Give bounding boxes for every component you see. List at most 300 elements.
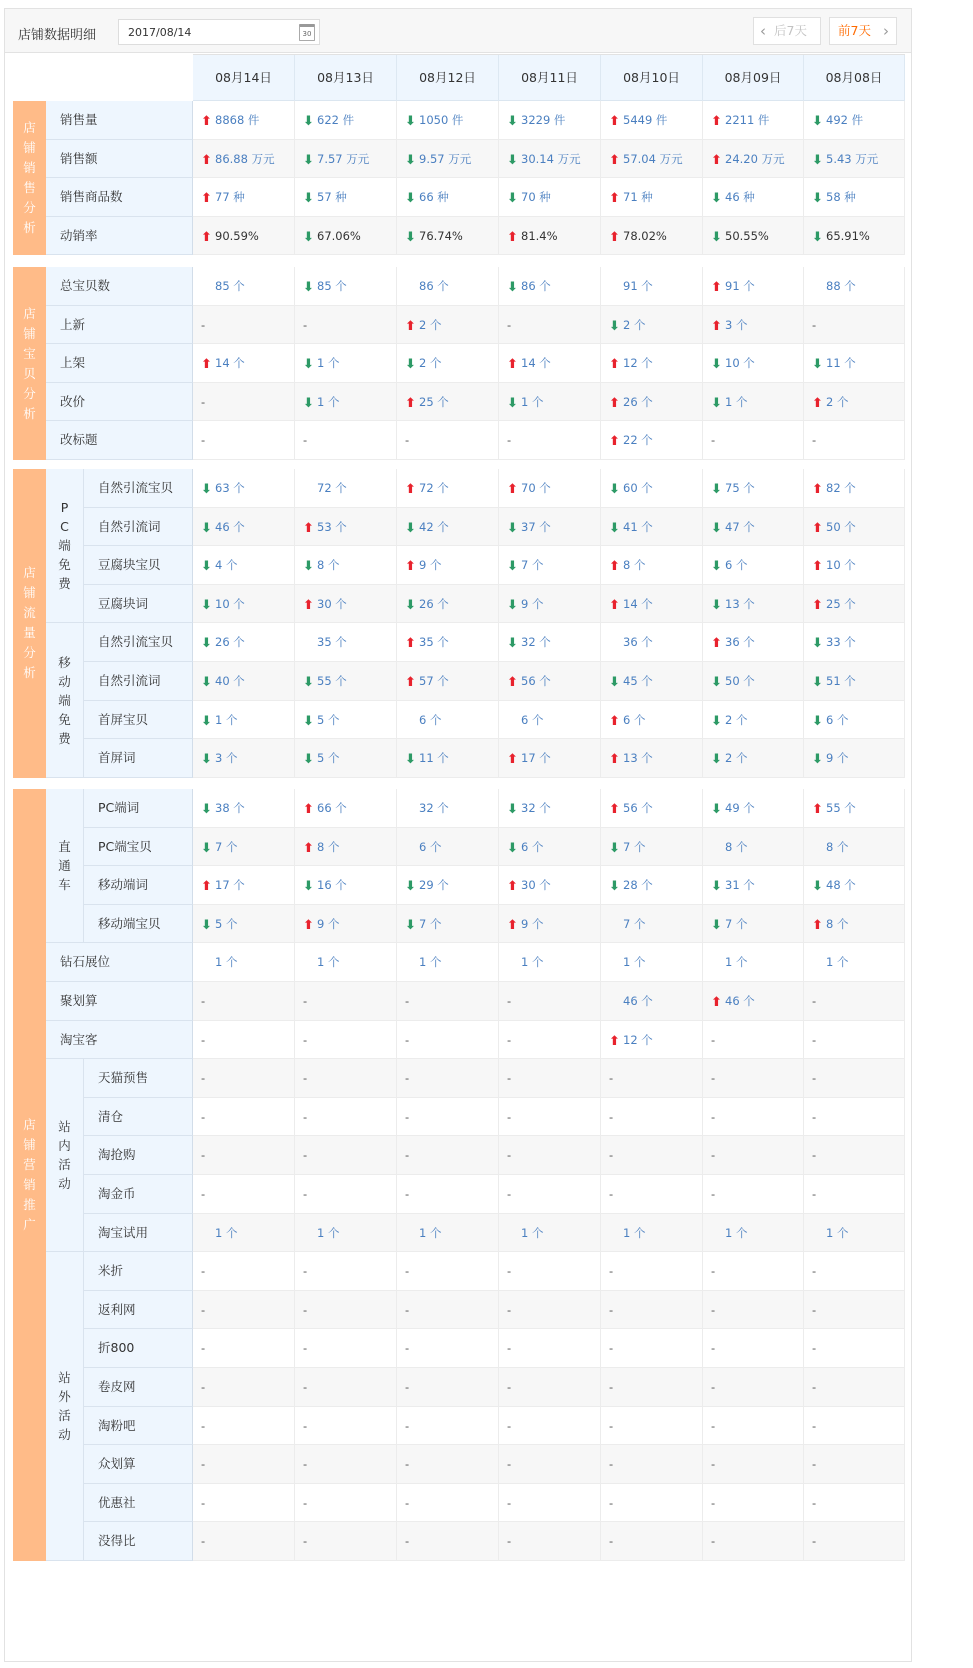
table-cell	[193, 217, 295, 256]
row-label: PC端宝贝	[84, 828, 193, 867]
table-cell	[397, 546, 499, 585]
arrow-down-icon: ⬇	[201, 752, 212, 768]
table-cell	[804, 1098, 905, 1137]
cell-value: 49 个	[725, 801, 755, 815]
cell-value: -	[711, 1418, 716, 1433]
cell-value: 11 个	[419, 751, 449, 766]
cell-value: 30.14 万元	[521, 151, 581, 166]
cell-value: -	[711, 1109, 716, 1124]
cell-value: -	[201, 1534, 206, 1549]
table-cell	[804, 1445, 905, 1484]
row-label: 淘宝客	[46, 1021, 193, 1060]
table-cell	[499, 1136, 601, 1175]
row-label: 淘宝试用	[84, 1214, 193, 1253]
cell-value: 1 个	[826, 1225, 849, 1240]
cell-value: -	[507, 1264, 512, 1279]
table-cell	[397, 662, 499, 701]
arrow-down-icon: ⬇	[405, 752, 416, 768]
table-cell	[703, 1291, 804, 1330]
date-column-header: 08月10日	[601, 55, 703, 102]
cell-value: -	[711, 1495, 716, 1510]
cell-value: 24.20 万元	[725, 151, 785, 166]
arrow-down-icon: ⬇	[201, 559, 212, 575]
cell-value: 38 个	[215, 801, 245, 815]
table-cell	[499, 662, 601, 701]
table-cell	[804, 943, 905, 982]
cell-value: 10 个	[826, 558, 856, 573]
arrow-up-icon: ⬆	[201, 229, 212, 245]
cell-value: -	[711, 1341, 716, 1356]
table-cell	[804, 739, 905, 778]
row-label: 动销率	[46, 217, 193, 256]
cell-value: 32 个	[521, 801, 551, 815]
table-cell	[601, 1522, 703, 1561]
cell-value: -	[405, 1302, 410, 1317]
table-cell	[804, 1059, 905, 1098]
arrow-down-icon: ⬇	[201, 713, 212, 729]
cell-value: 86 个	[419, 279, 449, 293]
cell-value: 70 个	[521, 481, 551, 495]
table-cell	[193, 623, 295, 662]
table-cell	[601, 701, 703, 740]
table-cell	[804, 508, 905, 547]
table-cell	[397, 508, 499, 547]
table-cell	[193, 140, 295, 179]
cell-value: 13 个	[623, 751, 653, 766]
cell-value: -	[405, 994, 410, 1008]
row-label: 销售商品数	[46, 178, 193, 217]
previous-7-days-button[interactable]	[829, 17, 897, 45]
cell-value: 72 个	[317, 481, 347, 495]
cell-value: 66 种	[419, 190, 449, 205]
cell-value: -	[507, 1302, 512, 1317]
table-cell	[703, 344, 804, 383]
table-cell	[193, 701, 295, 740]
cell-value: 8 个	[317, 558, 340, 573]
table-cell	[804, 267, 905, 306]
cell-value: 5449 件	[623, 113, 668, 127]
table-cell	[397, 789, 499, 828]
row-label: 自然引流宝贝	[84, 469, 193, 508]
cell-value: 53 个	[317, 519, 347, 534]
table-cell	[804, 1407, 905, 1446]
cell-value: -	[201, 1032, 206, 1047]
table-cell	[397, 267, 499, 306]
arrow-up-icon: ⬆	[812, 559, 823, 575]
table-cell	[703, 1021, 804, 1060]
cell-value: 56 个	[521, 674, 551, 688]
table-cell	[703, 508, 804, 547]
cell-value: 26 个	[215, 635, 245, 650]
cell-value: -	[303, 317, 308, 332]
table-cell	[295, 306, 397, 345]
cell-value: 50 个	[725, 674, 755, 688]
cell-value: -	[609, 1071, 614, 1086]
table-cell	[703, 546, 804, 585]
cell-value: 55 个	[826, 801, 856, 815]
table-cell	[397, 905, 499, 944]
table-cell	[703, 739, 804, 778]
table-cell	[295, 866, 397, 905]
table-cell	[499, 421, 601, 460]
arrow-up-icon: ⬆	[405, 675, 416, 690]
table-cell	[193, 469, 295, 508]
arrow-down-icon: ⬇	[405, 357, 416, 373]
cell-value: -	[507, 1148, 512, 1163]
arrow-down-icon: ⬇	[711, 597, 722, 613]
cell-value: 6 个	[521, 839, 544, 854]
table-cell	[601, 140, 703, 179]
table-cell	[295, 1445, 397, 1484]
cell-value: -	[507, 1032, 512, 1047]
table-cell	[601, 739, 703, 778]
table-cell	[193, 1368, 295, 1407]
arrow-down-icon: ⬇	[507, 114, 518, 129]
table-cell	[703, 1522, 804, 1561]
row-label: 总宝贝数	[46, 267, 193, 306]
table-cell	[295, 1059, 397, 1098]
arrow-down-icon: ⬇	[812, 152, 823, 168]
table-cell	[295, 1291, 397, 1330]
cell-value: 1 个	[317, 394, 340, 409]
table-cell	[397, 1214, 499, 1253]
table-cell	[193, 828, 295, 867]
arrow-down-icon: ⬇	[711, 520, 722, 536]
table-cell	[804, 1522, 905, 1561]
arrow-up-icon: ⬆	[711, 995, 722, 1010]
page-title: 店铺数据明细	[18, 28, 97, 43]
table-cell	[499, 1252, 601, 1291]
cell-value: 2 个	[419, 317, 442, 332]
category-text: 店铺流量分析	[23, 565, 36, 681]
table-cell	[193, 739, 295, 778]
arrow-up-icon: ⬆	[303, 520, 314, 536]
cell-value: -	[405, 1109, 410, 1124]
table-cell	[193, 1407, 295, 1446]
cell-value: -	[812, 433, 817, 448]
cell-value: 8 个	[826, 839, 849, 854]
arrow-down-icon: ⬇	[303, 559, 314, 575]
arrow-up-icon: ⬆	[812, 802, 823, 817]
table-cell	[397, 140, 499, 179]
table-cell	[295, 1098, 397, 1137]
cell-value: 7 个	[215, 839, 238, 854]
table-cell	[601, 1021, 703, 1060]
table-cell	[499, 508, 601, 547]
date-column-header: 08月14日	[193, 55, 295, 102]
next-label: 前7天	[838, 23, 871, 38]
arrow-down-icon: ⬇	[201, 840, 212, 856]
cell-value: 7 个	[521, 558, 544, 573]
arrow-down-icon: ⬇	[405, 597, 416, 613]
cell-value: 1 个	[317, 1225, 340, 1240]
cell-value: -	[303, 1148, 308, 1163]
arrow-down-icon: ⬇	[405, 229, 416, 245]
cell-value: -	[812, 1264, 817, 1279]
arrow-down-icon: ⬇	[303, 879, 314, 895]
cell-value: -	[812, 1187, 817, 1201]
cell-value: -	[405, 1032, 410, 1047]
cell-value: 6 个	[826, 712, 849, 727]
table-cell	[499, 306, 601, 345]
cell-value: 78.02%	[623, 228, 667, 243]
row-label: 上架	[46, 344, 193, 383]
calendar-icon[interactable]	[299, 24, 315, 41]
cell-value: -	[303, 1495, 308, 1510]
arrow-up-icon: ⬆	[303, 840, 314, 856]
table-cell	[703, 421, 804, 460]
cell-value: -	[201, 1148, 206, 1163]
arrow-down-icon: ⬇	[711, 675, 722, 690]
arrow-up-icon: ⬆	[507, 229, 518, 245]
cell-value: -	[609, 1302, 614, 1317]
table-cell	[703, 383, 804, 422]
arrow-up-icon: ⬆	[711, 152, 722, 168]
arrow-up-icon: ⬆	[609, 1033, 620, 1049]
cell-value: -	[303, 1109, 308, 1124]
cell-value: 91 个	[623, 279, 653, 293]
category-label	[13, 101, 46, 255]
cell-value: 6 个	[419, 839, 442, 854]
table-cell	[193, 344, 295, 383]
arrow-down-icon: ⬇	[405, 152, 416, 168]
table-cell	[804, 789, 905, 828]
table-cell	[295, 1329, 397, 1368]
cell-value: 55 个	[317, 674, 347, 688]
table-cell	[499, 1329, 601, 1368]
row-label: 销售量	[46, 101, 193, 140]
arrow-down-icon: ⬇	[201, 597, 212, 613]
table-cell	[295, 178, 397, 217]
cell-value: -	[609, 1187, 614, 1201]
cell-value: 7 个	[623, 916, 646, 931]
table-cell	[804, 828, 905, 867]
cell-value: -	[609, 1148, 614, 1163]
cell-value: 86 个	[521, 279, 551, 293]
cell-value: -	[812, 1032, 817, 1047]
arrow-down-icon: ⬇	[812, 636, 823, 652]
table-cell	[804, 701, 905, 740]
arrow-down-icon: ⬇	[405, 917, 416, 933]
arrow-down-icon: ⬇	[303, 675, 314, 690]
table-cell	[601, 421, 703, 460]
cell-value: -	[609, 1109, 614, 1124]
date-picker[interactable]	[118, 19, 320, 45]
row-label: 销售额	[46, 140, 193, 179]
cell-value: 9 个	[419, 558, 442, 573]
table-cell	[397, 217, 499, 256]
arrow-up-icon: ⬆	[201, 114, 212, 129]
cell-value: 1 个	[317, 356, 340, 371]
cell-value: 3 个	[215, 751, 238, 766]
cell-value: 7 个	[419, 916, 442, 931]
cell-value: 66 个	[317, 801, 347, 815]
table-cell	[397, 866, 499, 905]
arrow-up-icon: ⬆	[405, 636, 416, 652]
cell-value: 12 个	[623, 1032, 653, 1047]
table-cell	[601, 546, 703, 585]
table-cell	[703, 623, 804, 662]
calendar-day: 30	[302, 30, 312, 38]
arrow-up-icon: ⬆	[507, 482, 518, 497]
cell-value: 1 个	[725, 394, 748, 409]
arrow-down-icon: ⬇	[507, 840, 518, 856]
table-cell	[397, 623, 499, 662]
table-cell	[397, 585, 499, 624]
table-cell	[601, 828, 703, 867]
subgroup-label	[46, 1059, 84, 1252]
table-cell	[703, 217, 804, 256]
table-cell	[703, 1059, 804, 1098]
cell-value: 8 个	[826, 916, 849, 931]
table-cell	[804, 140, 905, 179]
cell-value: 14 个	[215, 356, 245, 371]
table-cell	[499, 585, 601, 624]
arrow-down-icon: ⬇	[812, 675, 823, 690]
table-cell	[193, 421, 295, 460]
cell-value: 67.06%	[317, 228, 361, 243]
subgroup-label	[46, 469, 84, 623]
table-cell	[397, 1445, 499, 1484]
cell-value: 4 个	[215, 558, 238, 573]
table-cell	[193, 585, 295, 624]
arrow-down-icon: ⬇	[609, 318, 620, 334]
table-cell	[397, 1484, 499, 1523]
table-cell	[601, 217, 703, 256]
cell-value: 1 个	[215, 712, 238, 727]
table-cell	[499, 1522, 601, 1561]
cell-value: -	[711, 1534, 716, 1549]
cell-value: 17 个	[215, 878, 245, 893]
cell-value: 16 个	[317, 878, 347, 893]
cell-value: -	[507, 1534, 512, 1549]
cell-value: -	[812, 1534, 817, 1549]
arrow-down-icon: ⬇	[711, 802, 722, 817]
cell-value: -	[201, 1341, 206, 1356]
table-cell	[397, 469, 499, 508]
next-7-days-button[interactable]	[753, 17, 821, 45]
table-cell	[397, 701, 499, 740]
table-cell	[601, 1252, 703, 1291]
cell-value: 75 个	[725, 481, 755, 495]
cell-value: -	[303, 1071, 308, 1086]
table-cell	[804, 1175, 905, 1214]
cell-value: 7.57 万元	[317, 151, 370, 166]
arrow-up-icon: ⬆	[303, 597, 314, 613]
table-cell	[804, 1368, 905, 1407]
category-label	[13, 789, 46, 1561]
table-cell	[397, 1059, 499, 1098]
arrow-down-icon: ⬇	[507, 520, 518, 536]
cell-value: 33 个	[826, 635, 856, 650]
cell-value: 76.74%	[419, 228, 463, 243]
row-label: 清仓	[84, 1098, 193, 1137]
table-cell	[703, 789, 804, 828]
table-cell	[295, 1136, 397, 1175]
cell-value: -	[711, 1032, 716, 1047]
row-label: 淘抢购	[84, 1136, 193, 1175]
cell-value: 48 个	[826, 878, 856, 893]
arrow-up-icon: ⬆	[609, 559, 620, 575]
cell-value: -	[507, 317, 512, 332]
cell-value: -	[303, 1457, 308, 1472]
arrow-down-icon: ⬇	[711, 713, 722, 729]
arrow-down-icon: ⬇	[507, 280, 518, 295]
arrow-down-icon: ⬇	[812, 752, 823, 768]
subgroup-text: 站外活动	[58, 1370, 71, 1443]
cell-value: 5.43 万元	[826, 151, 879, 166]
table-cell	[193, 1522, 295, 1561]
table-cell	[193, 1445, 295, 1484]
cell-value: 622 件	[317, 113, 355, 127]
cell-value: 14 个	[521, 356, 551, 371]
table-cell	[601, 585, 703, 624]
cell-value: 2 个	[725, 712, 748, 727]
arrow-down-icon: ⬇	[609, 675, 620, 690]
cell-value: 1 个	[623, 955, 646, 970]
arrow-down-icon: ⬇	[303, 395, 314, 411]
cell-value: 28 个	[623, 878, 653, 893]
cell-value: 3229 件	[521, 113, 566, 127]
cell-value: 37 个	[521, 519, 551, 534]
cell-value: 30 个	[521, 878, 551, 893]
arrow-up-icon: ⬆	[507, 675, 518, 690]
cell-value: 26 个	[623, 394, 653, 409]
cell-value: -	[507, 1380, 512, 1394]
arrow-down-icon: ⬇	[812, 229, 823, 245]
cell-value: -	[405, 1071, 410, 1086]
cell-value: -	[609, 1534, 614, 1549]
cell-value: 57.04 万元	[623, 151, 683, 166]
arrow-up-icon: ⬆	[507, 752, 518, 768]
cell-value: 46 个	[215, 519, 245, 534]
arrow-up-icon: ⬆	[609, 434, 620, 450]
table-cell	[295, 1407, 397, 1446]
cell-value: 8 个	[623, 558, 646, 573]
table-cell	[804, 217, 905, 256]
cell-value: -	[303, 1534, 308, 1549]
table-cell	[703, 905, 804, 944]
arrow-down-icon: ⬇	[507, 395, 518, 411]
arrow-down-icon: ⬇	[201, 802, 212, 817]
table-cell	[601, 943, 703, 982]
arrow-down-icon: ⬇	[507, 636, 518, 652]
arrow-down-icon: ⬇	[507, 559, 518, 575]
table-cell	[601, 789, 703, 828]
cell-value: 1 个	[521, 955, 544, 970]
table-cell	[499, 546, 601, 585]
row-label: 没得比	[84, 1522, 193, 1561]
table-cell	[703, 1484, 804, 1523]
table-cell	[295, 982, 397, 1021]
table-cell	[499, 1175, 601, 1214]
table-cell	[601, 1175, 703, 1214]
cell-value: 9 个	[317, 916, 340, 931]
table-cell	[193, 1329, 295, 1368]
cell-value: 40 个	[215, 674, 245, 688]
cell-value: 13 个	[725, 596, 755, 611]
cell-value: 5 个	[317, 712, 340, 727]
table-cell	[397, 1368, 499, 1407]
table-cell	[295, 585, 397, 624]
cell-value: 70 种	[521, 190, 551, 205]
date-value: 2017/08/14	[128, 26, 192, 39]
arrow-down-icon: ⬇	[303, 229, 314, 245]
cell-value: 7 个	[623, 839, 646, 854]
arrow-down-icon: ⬇	[303, 191, 314, 207]
cell-value: -	[609, 1341, 614, 1356]
cell-value: -	[812, 1495, 817, 1510]
